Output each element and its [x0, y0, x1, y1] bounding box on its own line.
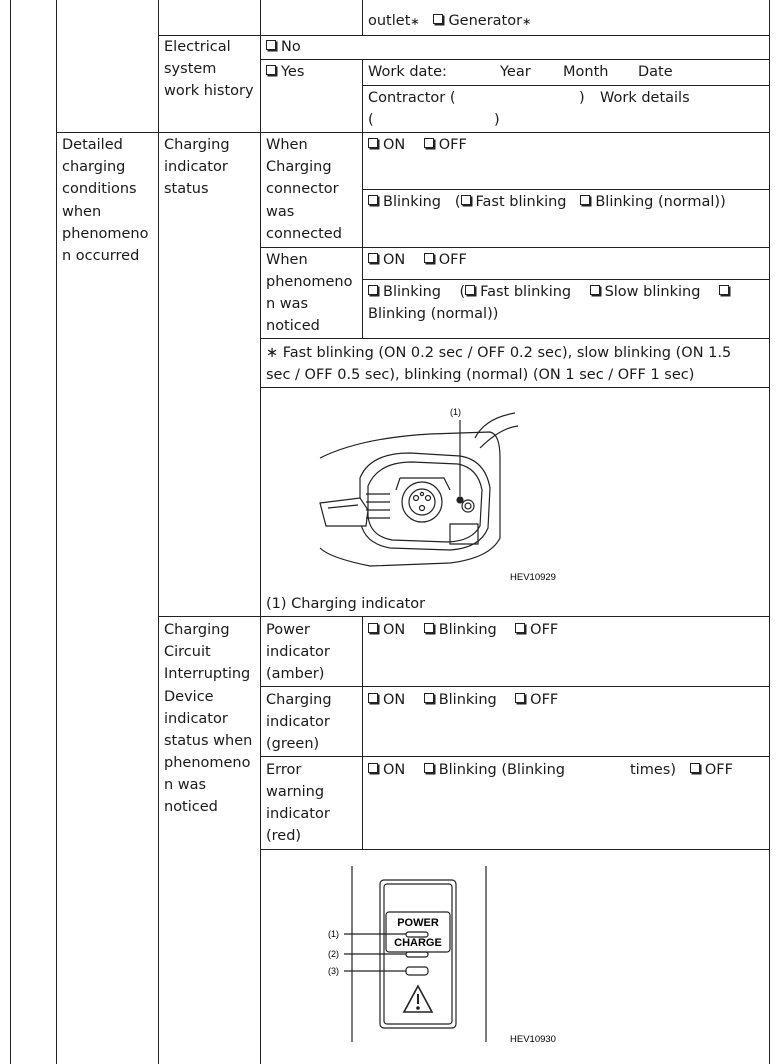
noticed-on-checkbox[interactable] [368, 253, 378, 263]
electrical-label-2: system [164, 61, 217, 77]
charging-inlet-illustration [300, 398, 580, 588]
outlet-option: outlet∗ Generator∗ [368, 13, 532, 29]
charging-label-3: (green) [266, 736, 320, 752]
work-date-label: Work date: [368, 64, 447, 80]
connected-label-5: connected [266, 226, 342, 242]
error-off-checkbox[interactable] [690, 763, 700, 773]
connected-blinking-normal-checkbox[interactable] [580, 195, 590, 205]
connected-on-checkbox[interactable] [368, 138, 378, 148]
no-option: No [266, 36, 301, 58]
ccid-label-1: Charging [164, 622, 230, 638]
callout-3: (3) [328, 966, 339, 976]
error-blinking-checkbox[interactable] [424, 763, 434, 773]
grid-line [362, 132, 363, 338]
year-label: Year [500, 64, 531, 80]
grid-line [56, 132, 769, 133]
ccid-label-9: noticed [164, 799, 218, 815]
noticed-fast-blinking-checkbox[interactable] [465, 285, 475, 295]
grid-line [362, 279, 769, 280]
charging-options: ON Blinking OFF [368, 689, 558, 711]
error-label-2: warning [266, 784, 325, 800]
detailed-label-6: n occurred [62, 248, 140, 264]
charging-indicator-label-1: Charging [164, 137, 230, 153]
contractor-label: Contractor ( [368, 90, 456, 106]
ccid-panel-illustration [320, 862, 580, 1052]
charging-indicator-label-2: indicator [164, 159, 228, 175]
generator-label: Generator [448, 13, 523, 29]
grid-line [362, 616, 363, 849]
month-label: Month [563, 64, 609, 80]
blinking-note-1: ∗ Fast blinking (ON 0.2 sec / OFF 0.2 sec), slow blinking (ON 1.5 [266, 345, 732, 361]
noticed-blinking: Blinking ( Fast blinking Slow blinking [368, 281, 734, 303]
grid-line [260, 387, 769, 388]
generator-checkbox[interactable] [433, 14, 443, 24]
grid-line [362, 85, 769, 86]
grid-line [158, 35, 769, 36]
detailed-label-3: conditions [62, 181, 137, 197]
grid-line [158, 0, 159, 1064]
panel-power-label: POWER [397, 917, 439, 929]
noticed-blinking-normal-label: Blinking (normal)) [368, 306, 499, 322]
electrical-label-3: work history [164, 83, 254, 99]
grid-line [362, 59, 363, 132]
connected-off-checkbox[interactable] [424, 138, 434, 148]
noticed-slow-blinking-checkbox[interactable] [590, 285, 600, 295]
ccid-label-3: Interrupting [164, 666, 251, 682]
error-label-4: (red) [266, 828, 302, 844]
ccid-label-5: indicator [164, 711, 228, 727]
callout-1: (1) [328, 929, 339, 939]
yes-option: Yes [266, 61, 304, 83]
power-on-checkbox[interactable] [368, 623, 378, 633]
error-on-checkbox[interactable] [368, 763, 378, 773]
detailed-label-2: charging [62, 159, 126, 175]
figure1-callout: (1) [450, 407, 461, 417]
detailed-label-1: Detailed [62, 137, 123, 153]
date-label: Date [638, 64, 673, 80]
grid-line [260, 247, 769, 248]
blinking-note-2: sec / OFF 0.5 sec), blinking (normal) (ON 1 sec / OFF 1 sec) [266, 367, 695, 383]
noticed-on-off: ON OFF [368, 249, 467, 271]
grid-line [260, 338, 769, 339]
electrical-label-1: Electrical [164, 39, 231, 55]
ccid-label-7: phenomeno [164, 755, 251, 771]
charging-off-checkbox[interactable] [515, 693, 525, 703]
detailed-label-5: phenomeno [62, 226, 149, 242]
grid-line [362, 189, 769, 190]
error-options: ON Blinking (Blinking [368, 759, 565, 781]
error-label-1: Error [266, 762, 302, 778]
power-label-1: Power [266, 622, 310, 638]
power-label-3: (amber) [266, 666, 325, 682]
no-checkbox[interactable] [266, 40, 276, 50]
power-blinking-checkbox[interactable] [424, 623, 434, 633]
connected-on-off: ON OFF [368, 134, 467, 156]
grid-line [10, 0, 11, 1064]
details-close: ) [494, 112, 500, 128]
connected-blinking: Blinking ( Fast blinking Blinking (normal)) [368, 191, 726, 213]
connected-label-3: connector [266, 181, 339, 197]
connected-blinking-checkbox[interactable] [368, 195, 378, 205]
connected-label-2: Charging [266, 159, 332, 175]
grid-line [260, 686, 769, 687]
ccid-label-2: Circuit [164, 644, 211, 660]
charging-label-1: Charging [266, 692, 332, 708]
ccid-label-6: status when [164, 733, 253, 749]
detailed-label-4: when [62, 204, 102, 220]
grid-line [260, 0, 261, 1064]
charging-blinking-checkbox[interactable] [424, 693, 434, 703]
contractor-close: ) [579, 90, 585, 106]
work-details-label: Work details [600, 90, 690, 106]
details-open: ( [368, 112, 374, 128]
yes-checkbox[interactable] [266, 65, 276, 75]
grid-line [158, 616, 769, 617]
grid-line [260, 59, 769, 60]
connected-label-1: When [266, 137, 308, 153]
charging-label-2: indicator [266, 714, 330, 730]
error-label-3: indicator [266, 806, 330, 822]
grid-line [260, 849, 769, 850]
panel-charge-label: CHARGE [394, 937, 442, 949]
noticed-blinking-normal-checkbox[interactable] [719, 285, 729, 295]
ccid-label-4: Device [164, 689, 214, 705]
callout-2: (2) [328, 949, 339, 959]
outlet-label: outlet [368, 13, 411, 29]
power-options: ON Blinking OFF [368, 619, 558, 641]
grid-line [362, 0, 363, 35]
noticed-label-1: When [266, 252, 308, 268]
charging-on-checkbox[interactable] [368, 693, 378, 703]
noticed-label-2: phenomeno [266, 274, 353, 290]
noticed-blinking-checkbox[interactable] [368, 285, 378, 295]
noticed-label-3: n was [266, 296, 309, 312]
ccid-label-8: n was [164, 777, 207, 793]
noticed-label-4: noticed [266, 318, 320, 334]
connected-fast-blinking-checkbox[interactable] [461, 195, 471, 205]
grid-line [260, 756, 769, 757]
error-times: times) OFF [630, 762, 733, 778]
figure1-caption: (1) Charging indicator [266, 596, 426, 612]
power-label-2: indicator [266, 644, 330, 660]
power-off-checkbox[interactable] [515, 623, 525, 633]
figure2-code: HEV10930 [510, 1034, 556, 1045]
charging-indicator-label-3: status [164, 181, 209, 197]
grid-line [56, 0, 57, 1064]
connected-label-4: was [266, 204, 295, 220]
noticed-off-checkbox[interactable] [424, 253, 434, 263]
figure1-code: HEV10929 [510, 572, 556, 583]
grid-line [769, 0, 770, 1064]
